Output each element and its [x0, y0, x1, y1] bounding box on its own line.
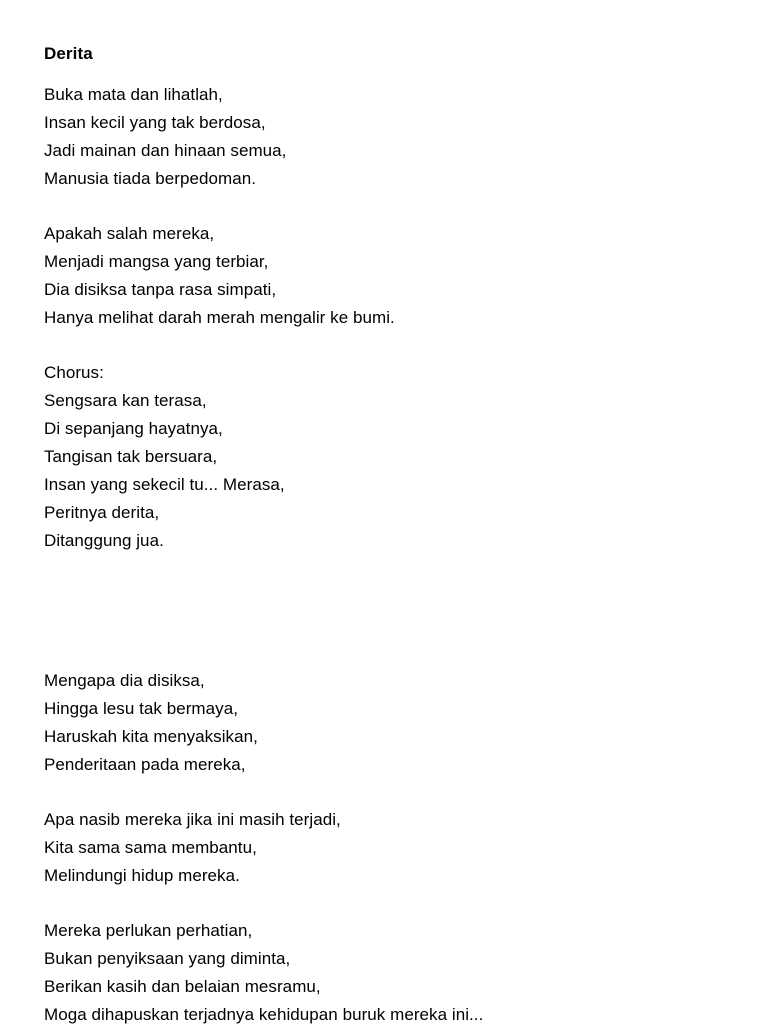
poem-line: Penderitaan pada mereka,: [44, 754, 246, 774]
stanza-3-chorus: [44, 359, 720, 555]
poem-line: Kita sama sama membantu,: [44, 837, 257, 857]
poem-line: Mereka perlukan perhatian,: [44, 920, 253, 940]
poem-line: Haruskah kita menyaksikan,: [44, 726, 258, 746]
stanza-1: [44, 81, 720, 193]
poem-line: Ditanggung jua.: [44, 530, 164, 550]
poem-line: Hingga lesu tak bermaya,: [44, 698, 238, 718]
poem-line: Berikan kasih dan belaian mesramu,: [44, 976, 321, 996]
poem-line: Jadi mainan dan hinaan semua,: [44, 140, 287, 160]
stanza-4: [44, 667, 720, 779]
stanza-2: [44, 220, 720, 332]
poem-line: Menjadi mangsa yang terbiar,: [44, 251, 269, 271]
poem-line: Mengapa dia disiksa,: [44, 670, 205, 690]
poem-line: Di sepanjang hayatnya,: [44, 418, 223, 438]
poem-line: Dia disiksa tanpa rasa simpati,: [44, 279, 277, 299]
poem-line: Peritnya derita,: [44, 502, 160, 522]
poem-line: Melindungi hidup mereka.: [44, 865, 240, 885]
chorus-label: Chorus:: [44, 362, 104, 382]
poem-line: Insan yang sekecil tu... Merasa,: [44, 474, 285, 494]
poem-line: Apa nasib mereka jika ini masih terjadi,: [44, 809, 341, 829]
poem-line: Sengsara kan terasa,: [44, 390, 207, 410]
stanza-5: [44, 806, 720, 890]
blank-spacer: [44, 555, 720, 667]
poem-line: Bukan penyiksaan yang diminta,: [44, 948, 291, 968]
stanza-6: [44, 917, 720, 1029]
poem-line: Moga dihapuskan terjadnya kehidupan buruk mereka ini...: [44, 1004, 484, 1024]
poem-line: Manusia tiada berpedoman.: [44, 168, 256, 188]
poem-line: Apakah salah mereka,: [44, 223, 215, 243]
poem-line: Tangisan tak bersuara,: [44, 446, 218, 466]
poem-line: Buka mata dan lihatlah,: [44, 84, 223, 104]
poem-line: Hanya melihat darah merah mengalir ke bumi.: [44, 307, 395, 327]
page-title: Derita: [44, 44, 93, 63]
poem-line: Insan kecil yang tak berdosa,: [44, 112, 266, 132]
